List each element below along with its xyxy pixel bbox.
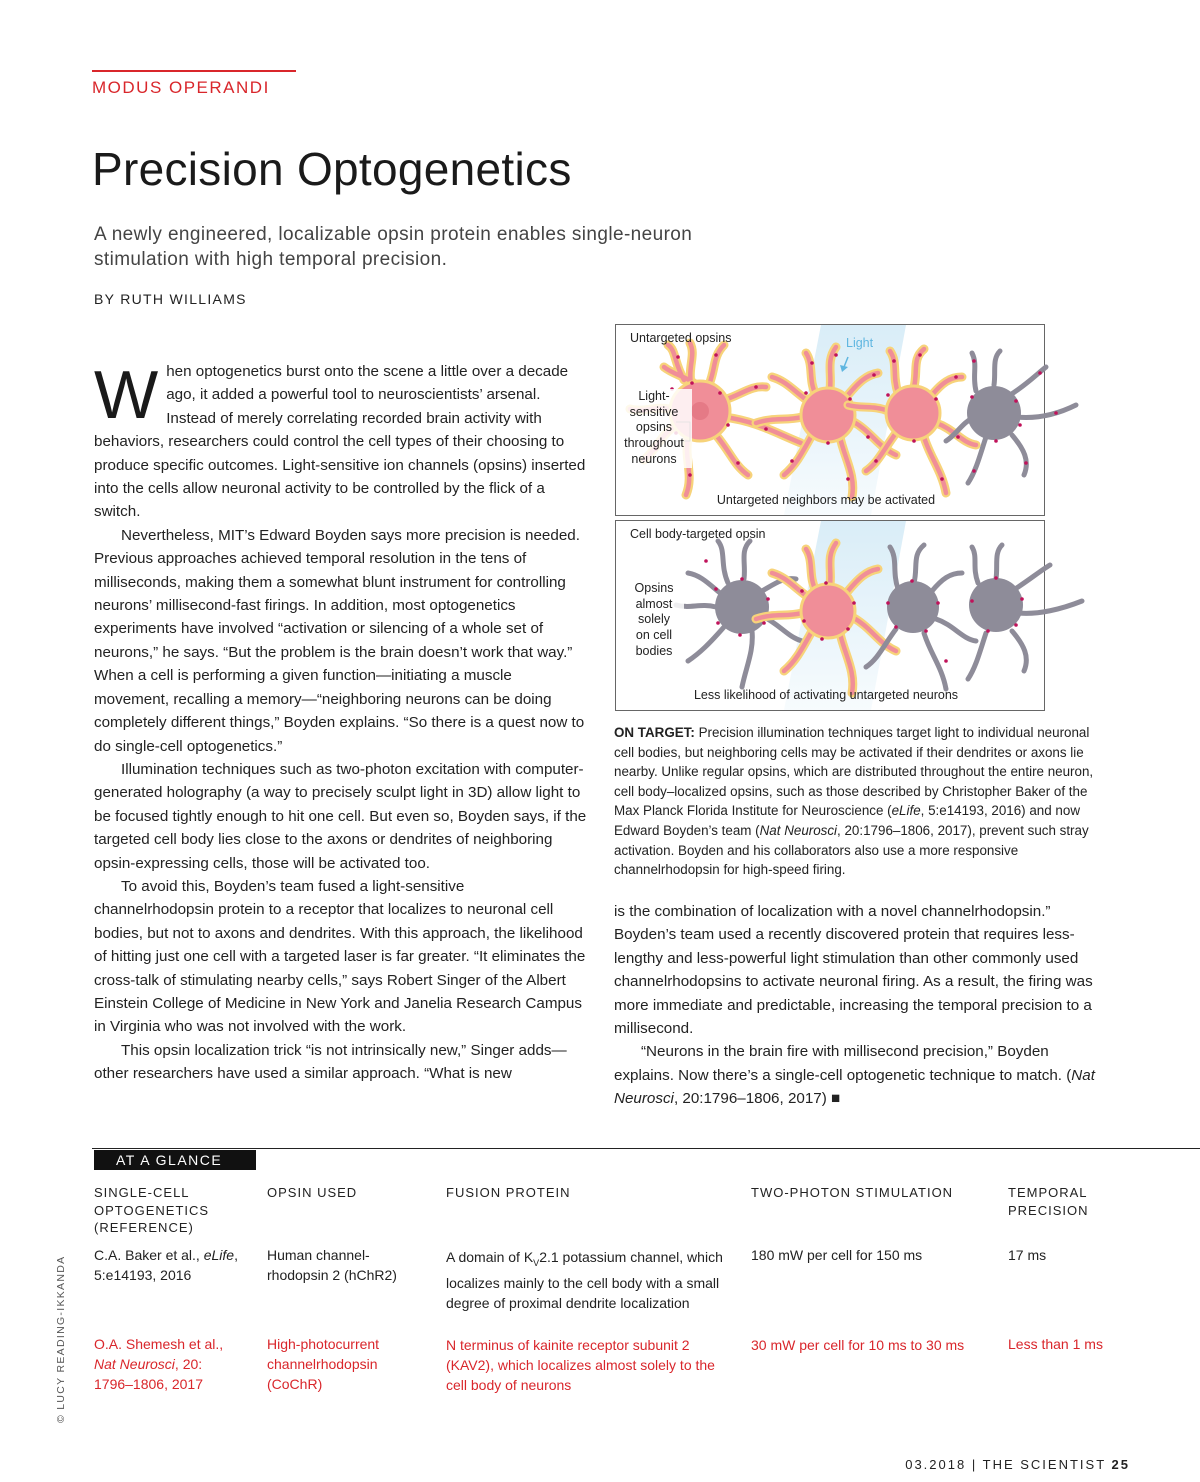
drop-cap: W <box>94 357 159 433</box>
figure-panel-targeted <box>615 520 1045 711</box>
article-column-1 <box>94 357 588 1086</box>
glance-row2-fusion: N terminus of kainite receptor subunit 2 (KAV2), which localizes almost solely to the cell body of neurons <box>446 1337 715 1393</box>
panel-title: Cell body-targeted opsin <box>630 527 766 541</box>
panel-bottom-label: Untargeted neighbors may be activated <box>716 493 936 507</box>
byline: BY RUTH WILLIAMS <box>94 291 247 307</box>
panel-title: Untargeted opsins <box>630 331 732 345</box>
panel-side-label: Opsins almost solely on cell bodies <box>624 581 684 660</box>
glance-tab: AT A GLANCE <box>94 1150 256 1170</box>
issue-date: 03.2018 <box>905 1457 967 1472</box>
article-column-2 <box>614 900 1104 1111</box>
article-paragraph-7: “Neurons in the brain fire with millisecond precision,” Boyden explains. Now there’s a single-cell optogenetic technique to match. (Nat Neurosci, 20:1796–1806, 2017) ■ <box>614 1043 1095 1108</box>
article-paragraph-5: This opsin localization trick “is not intrinsically new,” Singer adds—other researchers have used a similar approach. “What is new <box>94 1041 567 1083</box>
neuron-inactive <box>946 351 1076 483</box>
glance-header-precision: TEMPORAL PRECISION <box>1008 1185 1089 1218</box>
article-paragraph-6: is the combination of localization with a novel channelrhodopsin.” Boyden’s team used a recently discovered protein that requires less-lengthy and less-powerful light stimulation than other commonly used channelrhodopsins to activate neuronal firing. As a result, the firing was more immediate and predictable, increasing the temporal precision to a millisecond. <box>614 903 1093 1038</box>
glance-row1-fusion: A domain of $K_V2.1$ potassium channel, which localizes mainly to the cell body with a small degree of proximal dendrite localization <box>446 1249 723 1311</box>
targeted-neurons-illustration <box>616 521 1106 710</box>
panel-side-label: Light- sensitive opsins throughout neurons <box>616 389 692 468</box>
glance-row1-stimulation: 180 mW per cell for 150 ms <box>751 1247 923 1263</box>
figure-caption: ON TARGET: Precision illumination techniques target light to individual neuronal cell bodies, but neighboring cells may be activated if their dendrites or axons lie nearby. Unlike regular opsins, which are distributed throughout the entire neuron, cell body–localized opsins, such as those described by Christopher Baker of the Max Planck Florida Institute for Neuroscience (eLife, 5:e14193, 2016) and now Edward Boyden’s team (Nat Neurosci, 20:1796–1806, 2017), prevent such stray activation. Boyden and his collaborators also use a more responsive channelrhodopsin for high-speed firing. <box>614 725 1094 878</box>
glance-row2-reference: O.A. Shemesh et al., Nat Neurosci, 20: 1796–1806, 2017 <box>94 1336 224 1392</box>
glance-row1-opsin: Human channel- rhodopsin 2 (hChR2) <box>267 1247 397 1283</box>
section-label: MODUS OPERANDI <box>92 70 296 98</box>
end-mark: ■ <box>831 1090 841 1108</box>
article-subtitle: A newly engineered, localizable opsin protein enables single-neuron stimulation with high temporal precision. <box>94 224 693 270</box>
light-label: Light <box>846 336 874 350</box>
glance-header-fusion: FUSION PROTEIN <box>446 1185 571 1200</box>
glance-row2-stimulation: 30 mW per cell for 10 ms to 30 ms <box>751 1337 965 1353</box>
article-paragraph-2: Nevertheless, MIT’s Edward Boyden says more precision is needed. Previous approaches achieved temporal resolution in the tens of milliseconds, making them a somewhat blunt instrument for controlling neurons’ millisecond-fast firings. In addition, most optogenetics experiments have involved “activation or silencing of a whole set of neurons,” he says. “But the problem is the brain doesn’t work that way.” When a cell is performing a given function—initiating a muscle movement, recalling a memory—“neighboring neurons can be doing completely different things,” Boyden explains. “So there is a quest now to do single-cell optogenetics.” <box>94 526 585 755</box>
page-footer: 03.2018 | THE SCIENTIST 25 <box>905 1457 1130 1472</box>
panel-bottom-label: Less likelihood of activating untargeted neurons <box>693 688 959 702</box>
article-paragraph-3: Illumination techniques such as two-photon excitation with computer-generated holography (a way to precisely sculpt light in 3D) allow light to be focused tightly enough to hit one cell. But even so, Boyden says, if the targeted cell body lies close to the axons or dendrites of neighboring opsin-expressing cells, those will be activated too. <box>94 760 587 872</box>
glance-header-stimulation: TWO-PHOTON STIMULATION <box>751 1185 954 1200</box>
glance-header-reference: SINGLE-CELL OPTOGENETICS (REFERENCE) <box>94 1185 210 1235</box>
article-paragraph-4: To avoid this, Boyden’s team fused a light-sensitive channelrhodopsin protein to a receptor that localizes to neuronal cell bodies, but not to axons and dendrites. With this approach, the likelihood of hitting just one cell with a targeted laser is far greater. “It eliminates the cross-talk of stimulating nearby cells,” says Robert Singer of the Albert Einstein College of Medicine in New York and Janelia Research Campus in Virginia who was not involved with the work. <box>94 877 586 1036</box>
figure-panel-untargeted <box>615 324 1045 516</box>
article-paragraph-1: When optogenetics burst onto the scene a little over a decade ago, it added a powerful tool to neuroscientists’ arsenal. Instead of merely correlating recorded brain activity with behaviors, researchers could control the cell types of their choosing to produce specific outcomes. Light-sensitive ion channels (opsins) inserted into the cells allow neuronal activity to be controlled by the flick of a switch. <box>94 357 586 521</box>
glance-row2-precision: Less than 1 ms <box>1008 1336 1103 1352</box>
page-number: 25 <box>1111 1457 1130 1472</box>
article-title: Precision Optogenetics <box>92 143 572 195</box>
glance-row2-opsin: High-photocurrent channelrhodopsin (CoChR) <box>267 1336 380 1392</box>
glance-header-opsin: OPSIN USED <box>267 1185 358 1200</box>
glance-divider <box>92 1148 1200 1149</box>
glance-row1-precision: 17 ms <box>1008 1247 1047 1263</box>
illustration-credit: © LUCY READING-IKKANDA <box>55 1255 67 1423</box>
glance-row1-reference: C.A. Baker et al., eLife, 5:e14193, 2016 <box>94 1247 238 1283</box>
neuron-inactive <box>968 545 1082 679</box>
magazine-name: THE SCIENTIST <box>982 1457 1106 1472</box>
